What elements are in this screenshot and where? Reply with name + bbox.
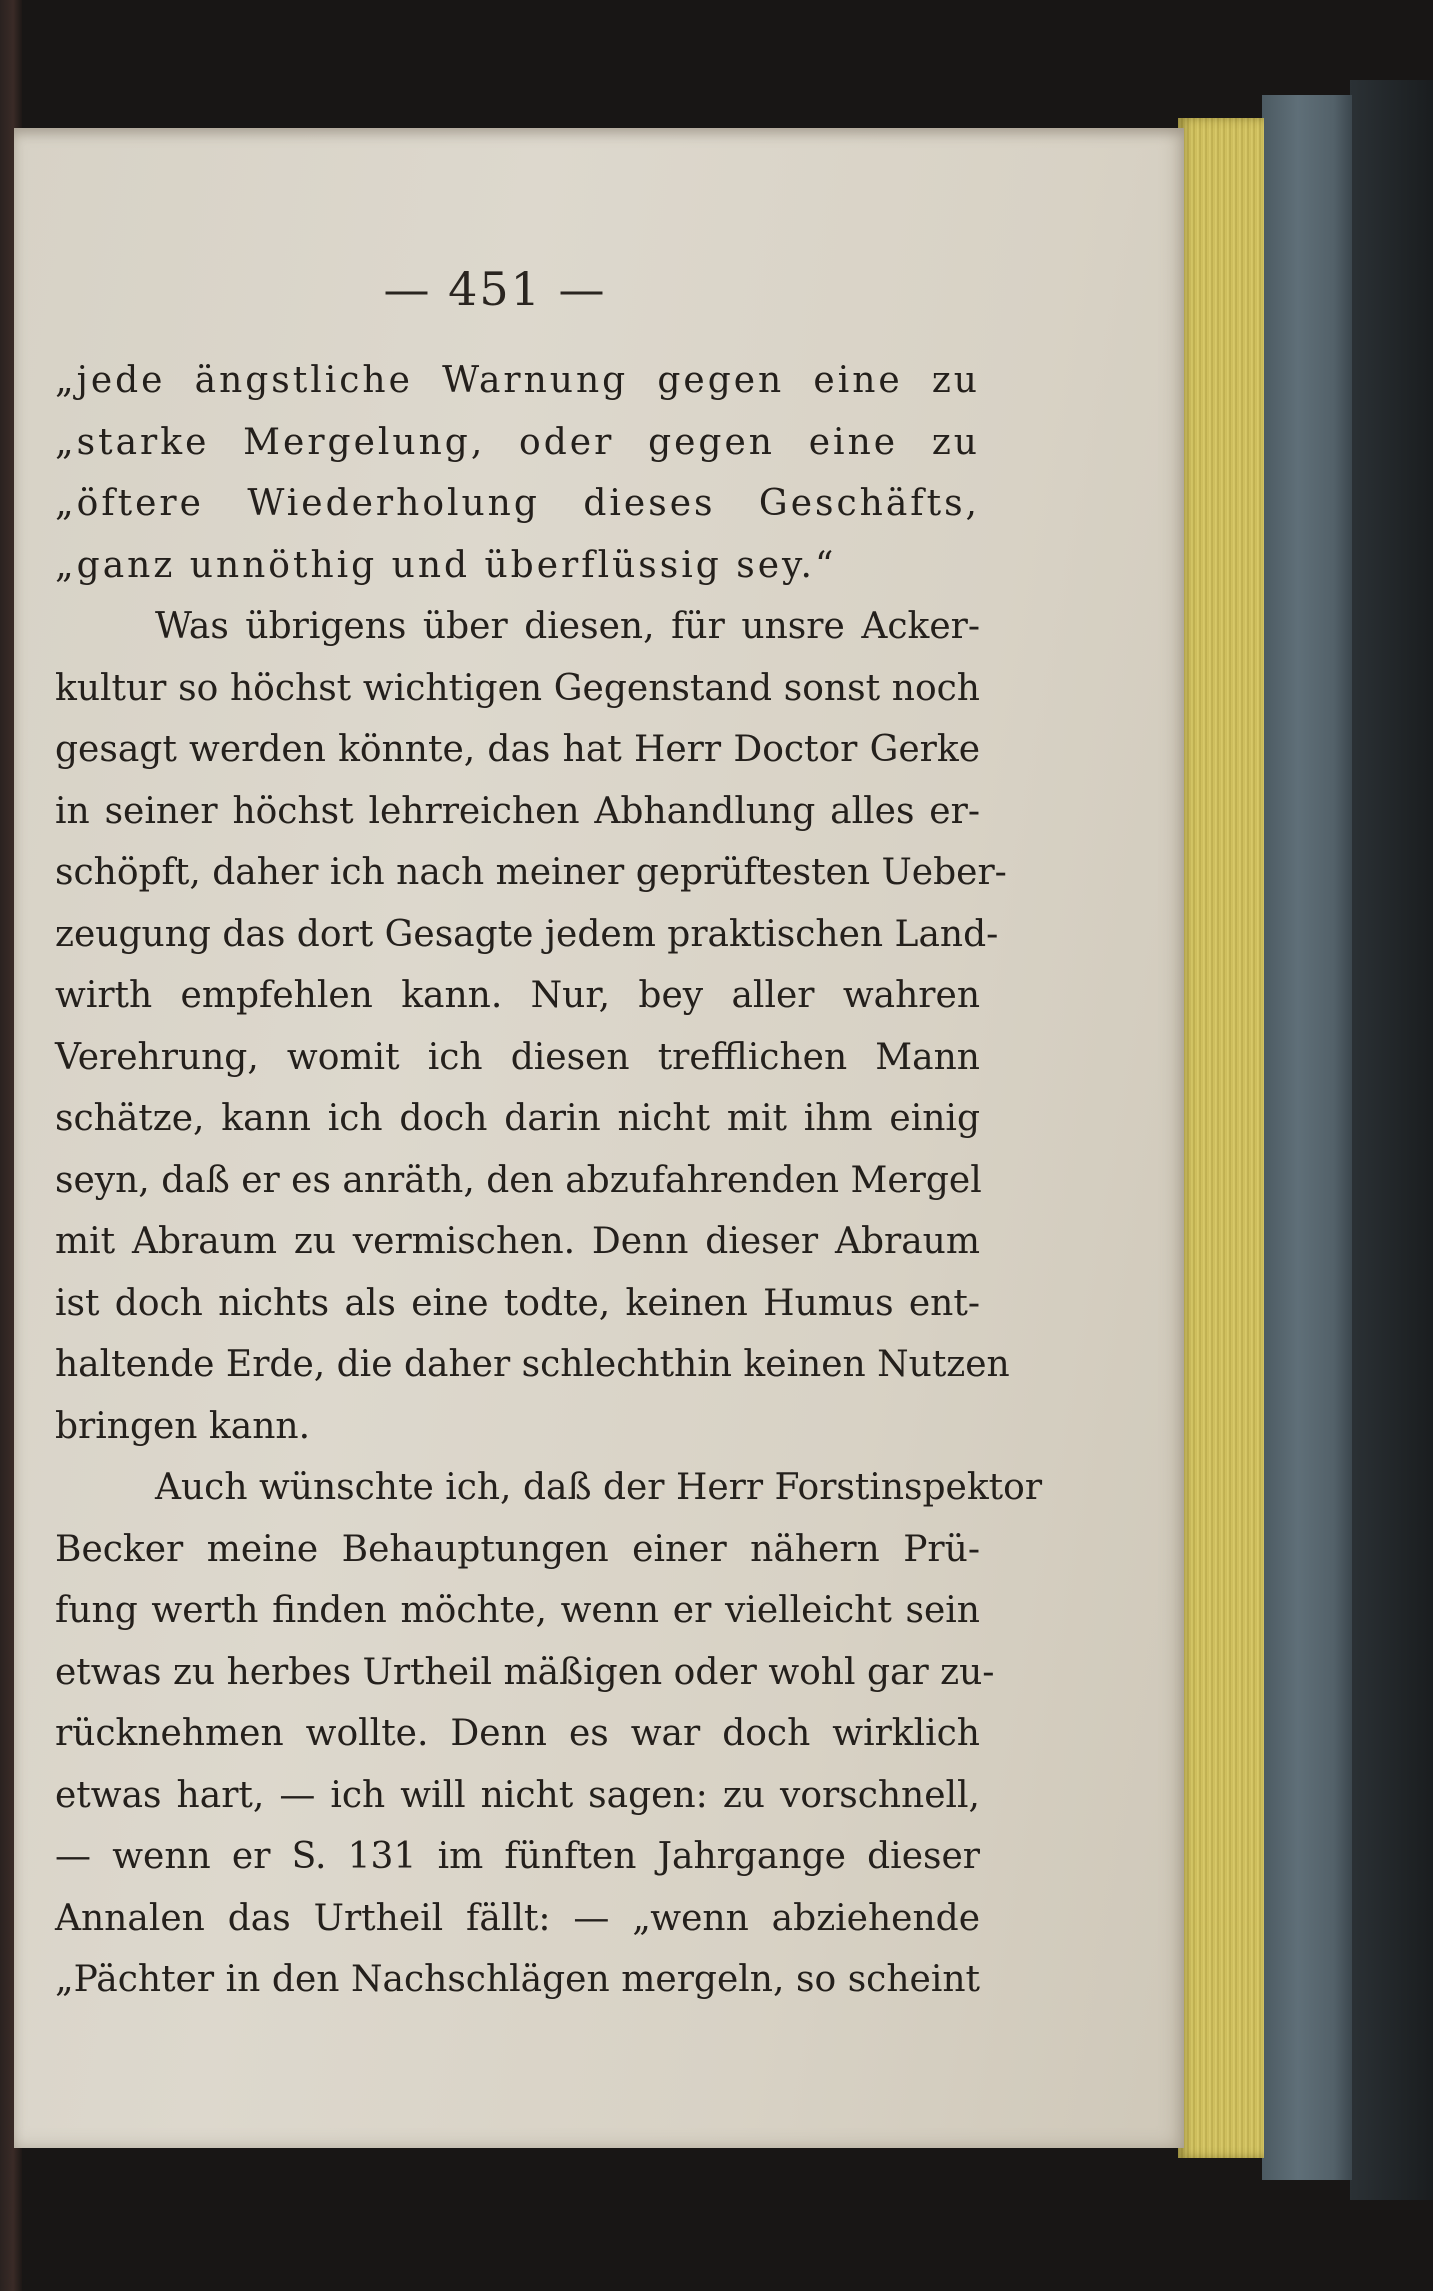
text-line: kultur so höchst wichtigen Gegenstand sonst noch xyxy=(55,667,980,709)
page-text xyxy=(55,350,1043,2011)
text-line: haltende Erde, die daher schlechthin keinen Nutzen xyxy=(55,1344,1010,1385)
text-line: „starke Mergelung, oder gegen eine zu xyxy=(55,421,980,463)
text-line: in seiner höchst lehrreichen Abhandlung alles er- xyxy=(55,790,980,832)
text-line: „Pächter in den Nachschlägen mergeln, so scheint xyxy=(55,1959,980,2000)
text-line: schöpft, daher ich nach meiner geprüftesten Ueber- xyxy=(55,852,1007,893)
page-number: — 451 — xyxy=(383,262,607,316)
background-shadow xyxy=(1350,80,1433,2200)
text-line: — wenn er S. 131 im fünften Jahrgange dieser xyxy=(55,1836,980,1877)
text-line: Was übrigens über diesen, für unsre Acker- xyxy=(155,606,980,647)
text-line: Annalen das Urtheil fällt: — „wenn abziehende xyxy=(55,1897,980,1939)
text-line: ist doch nichts als eine todte, keinen Humus ent- xyxy=(55,1282,980,1324)
text-line: seyn, daß er es anräth, den abzufahrenden Mergel xyxy=(55,1159,982,1201)
text-line: bringen kann. xyxy=(55,1405,311,1447)
text-line: fung werth finden möchte, wenn er vielleicht sein xyxy=(55,1590,980,1631)
text-line: wirth empfehlen kann. Nur, bey aller wahren xyxy=(55,975,980,1016)
text-line: etwas zu herbes Urtheil mäßigen oder wohl gar zu- xyxy=(55,1651,995,1693)
text-line: rücknehmen wollte. Denn es war doch wirklich xyxy=(55,1713,980,1754)
book-cover-board xyxy=(1262,95,1352,2180)
text-line: zeugung das dort Gesagte jedem praktischen Land- xyxy=(55,913,999,955)
text-line: Becker meine Behauptungen einer nähern Prü- xyxy=(55,1528,980,1570)
text-line: mit Abraum zu vermischen. Denn dieser Abraum xyxy=(55,1221,980,1262)
text-line: Verehrung, womit ich diesen trefflichen Mann xyxy=(55,1036,980,1078)
gilt-page-edge xyxy=(1178,118,1264,2158)
text-line: etwas hart, — ich will nicht sagen: zu vorschnell, xyxy=(55,1774,980,1816)
text-line: „öftere Wiederholung dieses Geschäfts, xyxy=(55,483,980,524)
text-line: „ganz unnöthig und überflüssig sey.“ xyxy=(55,544,837,586)
text-line: schätze, kann ich doch darin nicht mit ihm einig xyxy=(55,1098,980,1139)
text-line: „jede ängstliche Warnung gegen eine zu xyxy=(55,360,980,401)
text-line: Auch wünschte ich, daß der Herr Forstinspektor xyxy=(155,1467,1043,1508)
text-line: gesagt werden könnte, das hat Herr Doctor Gerke xyxy=(55,729,980,770)
